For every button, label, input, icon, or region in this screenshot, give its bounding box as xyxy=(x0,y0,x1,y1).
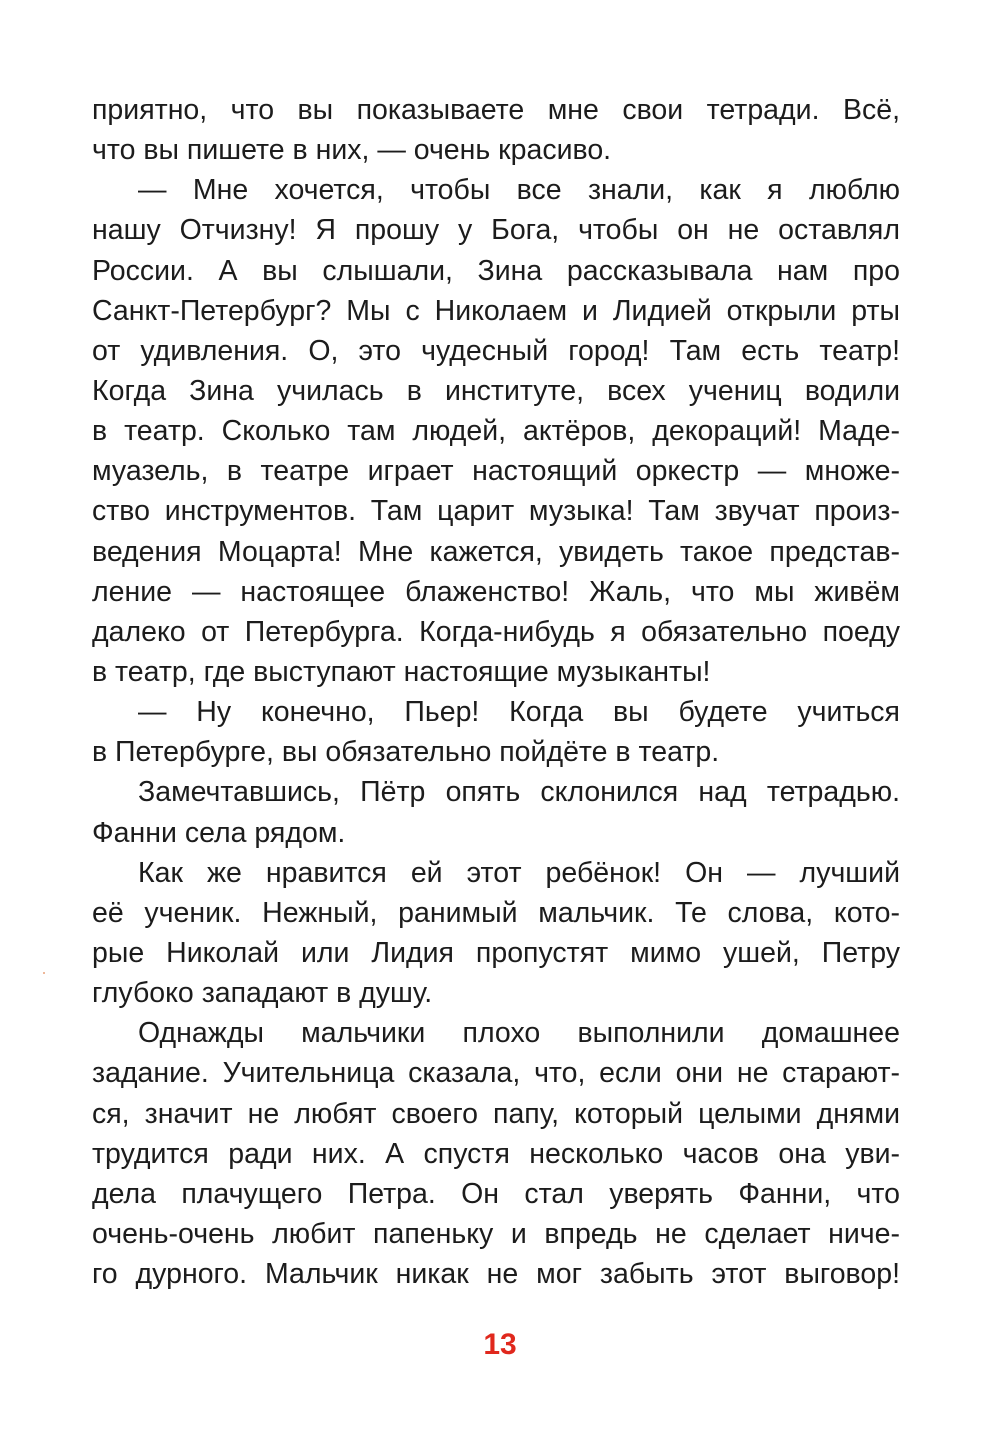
text-line: ство инструментов. Там царит музыка! Там звучат произ- xyxy=(92,495,900,528)
text-line: задание. Учительница сказала, что, если они не старают- xyxy=(92,1057,900,1090)
text-line: ление — настоящее блаженство! Жаль, что мы живём xyxy=(92,575,900,608)
text-line: Санкт-Петербург? Мы с Николаем и Лидией открыли рты xyxy=(92,294,900,327)
text-line: приятно, что вы показываете мне свои тетради. Всё, xyxy=(92,94,900,126)
print-speck xyxy=(43,972,45,974)
text-line: Однажды мальчики плохо выполнили домашнее xyxy=(138,1017,900,1050)
text-line: — Ну конечно, Пьер! Когда вы будете учиться xyxy=(138,696,900,729)
text-line: её ученик. Нежный, ранимый мальчик. Те слова, кото- xyxy=(92,896,900,929)
text-line: ведения Моцарта! Мне кажется, увидеть такое представ- xyxy=(92,535,900,568)
text-line: России. А вы слышали, Зина рассказывала нам про xyxy=(92,254,900,287)
text-line: Когда Зина училась в институте, всех учениц водили xyxy=(92,374,900,407)
text-line: в театр. Сколько там людей, актёров, декораций! Маде- xyxy=(92,415,900,448)
text-line: в Петербурге, вы обязательно пойдёте в театр. xyxy=(92,736,720,769)
text-line: ся, значит не любят своего папу, который целыми днями xyxy=(92,1097,900,1130)
text-line: трудится ради них. А спустя несколько часов она уви- xyxy=(92,1137,900,1170)
text-line: глубоко западают в душу. xyxy=(92,977,433,1010)
text-line: от удивления. О, это чудесный город! Там есть театр! xyxy=(92,334,900,367)
text-line: Фанни села рядом. xyxy=(92,816,346,849)
text-line: далеко от Петербурга. Когда-нибудь я обязательно поеду xyxy=(92,615,900,648)
text-line: что вы пишете в них, — очень красиво. xyxy=(92,134,612,167)
text-line: Замечтавшись, Пётр опять склонился над тетрадью. xyxy=(138,776,900,809)
text-line: го дурного. Мальчик никак не мог забыть этот выговор! xyxy=(92,1258,900,1291)
text-line: — Мне хочется, чтобы все знали, как я люблю xyxy=(138,174,900,207)
text-line: Как же нравится ей этот ребёнок! Он — лучший xyxy=(138,856,900,889)
text-line: дела плачущего Петра. Он стал уверять Фанни, что xyxy=(92,1177,900,1210)
text-line: в театр, где выступают настоящие музыканты! xyxy=(92,655,711,688)
text-line: муазель, в театре играет настоящий оркестр — множе- xyxy=(92,455,900,488)
text-line: рые Николай или Лидия пропустят мимо ушей, Петру xyxy=(92,936,900,969)
text-line: нашу Отчизну! Я прошу у Бога, чтобы он не оставлял xyxy=(92,214,900,247)
page-number: 13 xyxy=(483,1328,517,1361)
page-text xyxy=(92,90,900,1294)
text-line: очень-очень любит папеньку и впредь не сделает ниче- xyxy=(92,1217,900,1250)
